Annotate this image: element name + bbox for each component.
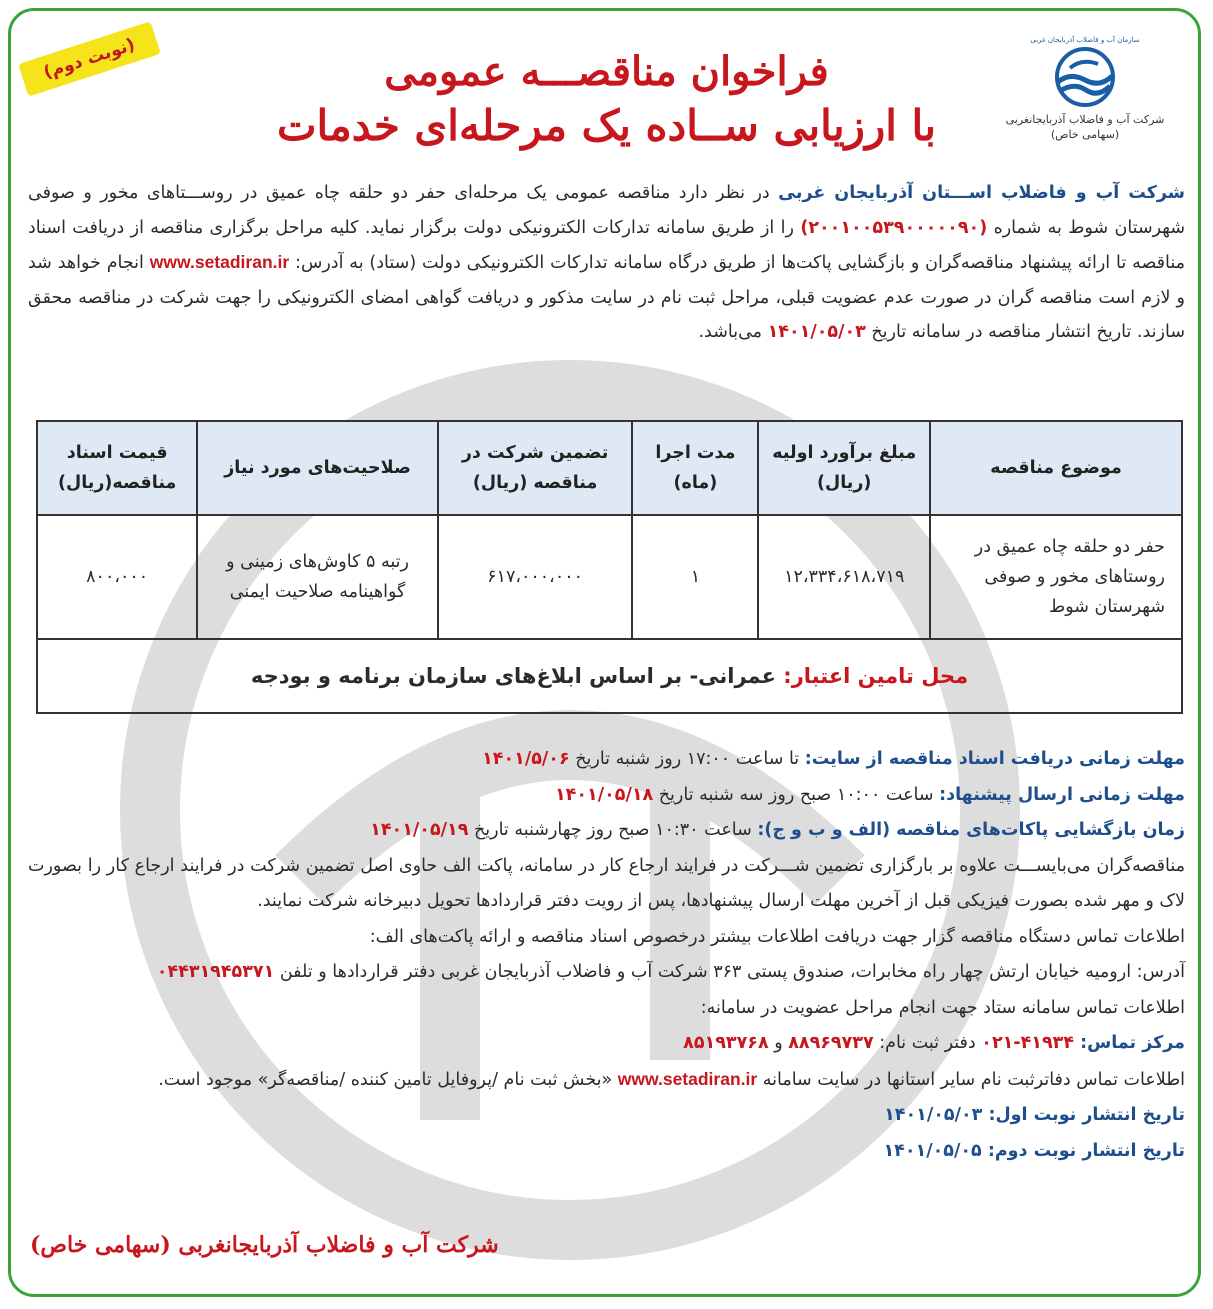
header-qualifications: صلاحیت‌های مورد نیاز	[197, 421, 437, 515]
docs-deadline-label: مهلت زمانی دریافت اسناد مناقصه از سایت:	[804, 749, 1185, 769]
funding-cell	[37, 639, 1182, 713]
header-doc-price: قیمت اسناد مناقصه(ریال)	[37, 421, 197, 515]
second-round-badge: (نوبت دوم)	[18, 21, 160, 96]
title-line-1: فراخوان مناقصـــه عمومی	[384, 48, 829, 95]
offer-deadline	[28, 778, 1185, 814]
setad-link[interactable]: www.setadiran.ir	[149, 252, 290, 272]
offer-deadline-text: ساعت ۱۰:۰۰ صبح روز سه شنبه تاریخ	[653, 784, 940, 805]
company-logo	[1005, 36, 1165, 142]
opening-time-text: ساعت ۱۰:۳۰ صبح روز چهارشنبه تاریخ	[468, 820, 758, 840]
cell-qualifications: رتبه ۵ کاوش‌های زمینی و گواهینامه صلاحیت ایمنی	[197, 515, 437, 639]
provinces-tail: «بخش ثبت نام /پروفایل تامین کننده /مناقصه‌گر» موجود است.	[158, 1069, 618, 1090]
first-publication	[28, 1098, 1185, 1134]
address-line	[28, 955, 1185, 991]
logo-company-name: شرکت آب و فاضلاب آذربایجانغربی	[1005, 113, 1165, 126]
tender-number: (۲۰۰۱۰۰۵۳۹۰۰۰۰۰۹۰)	[800, 217, 988, 238]
cell-estimate: ۱۲،۳۳۴،۶۱۸،۷۱۹	[758, 515, 930, 639]
call-center-line	[28, 1026, 1185, 1062]
opening-time-date: ۱۴۰۱/۰۵/۱۹	[370, 820, 469, 840]
call-center-phone: ۴۱۹۳۴-۰۲۱	[981, 1033, 1081, 1053]
provinces-text: اطلاعات تماس دفاترثبت نام سایر استانها در سایت سامانه	[757, 1069, 1185, 1090]
docs-deadline-text: تا ساعت ۱۷:۰۰ روز شنبه تاریخ	[569, 749, 805, 769]
details-section	[28, 742, 1185, 1169]
provinces-line	[28, 1062, 1185, 1099]
first-publication-date: ۱۴۰۱/۰۵/۰۳	[884, 1105, 989, 1125]
cell-guarantee: ۶۱۷،۰۰۰،۰۰۰	[438, 515, 633, 639]
intro-company: شرکت آب و فاضلاب اســـتان آذربایجان غربی	[778, 183, 1186, 203]
header-duration: مدت اجرا (ماه)	[632, 421, 758, 515]
header-estimate: مبلغ برآورد اولیه (ریال)	[758, 421, 930, 515]
office-and: و	[768, 1033, 789, 1053]
table-row	[37, 515, 1182, 639]
cell-duration: ۱	[632, 515, 758, 639]
footer-company-name: شرکت آب و فاضلاب آذربایجانغربی (سهامی خاص)	[30, 1232, 499, 1258]
intro-text-2: را از طریق سامانه تدارکات الکترونیکی دولت برگزار نماید. کلیه مراحل برگزاری مناقصه از دریافت اسناد مناقصه تا ارائه پیشنهاد مناقصه‌گران و بازگشایی پاکت‌ها از طریق درگاه سامانه تدارکات الکترونیکی دولت (ستاد) به آدرس:	[28, 217, 1185, 273]
intro-text-3: انجام خواهد شد و لازم است مناقصه گران در صورت عدم عضویت قبلی، مراحل ثبت نام در سایت مذکور و دریافت گواهی امضای الکترونیکی را جهت شرکت در مناقصه محقق سازند. تاریخ انتشار مناقصه در سامانه تاریخ	[28, 253, 1185, 342]
cell-doc-price: ۸۰۰،۰۰۰	[37, 515, 197, 639]
funding-label: محل تامین اعتبار:	[783, 664, 969, 688]
tender-table	[36, 420, 1183, 714]
logo-company-type: (سهامی خاص)	[1050, 128, 1120, 141]
title-line-2: با ارزیابی ســاده یک مرحله‌ای خدمات	[276, 101, 937, 150]
office-phone-2: ۸۵۱۹۳۷۶۸	[683, 1033, 769, 1053]
page-title	[230, 46, 983, 154]
header-guarantee: تضمین شرکت در مناقصه (ریال)	[438, 421, 633, 515]
intro-text-1: در نظر دارد مناقصه عمومی یک مرحله‌ای حفر دو حلقه چاه عمیق در روســـتاهای مخور و صوفی شهرستان شوط به شماره	[28, 183, 1185, 238]
contact-intro: اطلاعات تماس دستگاه مناقصه گزار جهت دریافت اطلاعات بیشتر درخصوص اسناد مناقصه و ارائه پاکت‌های الف:	[369, 926, 1185, 947]
office-text: دفتر ثبت نام:	[873, 1033, 982, 1053]
phone-number: ۰۴۴۳۱۹۴۵۳۷۱	[156, 962, 275, 982]
address-text: آدرس: ارومیه خیابان ارتش چهار راه مخابرات، صندوق پستی ۳۶۳ شرکت آب و فاضلاب آذربایجان غربی دفتر قراردادها و تلفن	[274, 962, 1185, 982]
offer-deadline-label: مهلت زمانی ارسال پیشنهاد:	[939, 784, 1185, 805]
call-center-label: مرکز تماس:	[1080, 1033, 1185, 1053]
opening-time-label: زمان بازگشایی پاکات‌های مناقصه (الف و ب و ج):	[757, 820, 1185, 840]
docs-deadline	[28, 742, 1185, 778]
header-subject: موضوع مناقصه	[930, 421, 1182, 515]
logo-tiny-text: سازمان آب و فاضلاب آذربایجان غربی	[1030, 36, 1140, 44]
second-publication	[28, 1134, 1185, 1170]
second-publication-date: ۱۴۰۱/۰۵/۰۵	[883, 1140, 988, 1161]
provinces-link[interactable]: www.setadiran.ir	[617, 1068, 758, 1089]
funding-row	[37, 639, 1182, 713]
guarantee-note: مناقصه‌گران می‌بایســـت علاوه بر بارگزاری تضمین شـــرکت در فرایند ارجاع کار در سامانه، پاکت الف حاوی اصل تضمین شرکت در فرایند ارجاع کار را بصورت لاک و مهر شده بصورت فیزیکی قبل از آخرین مهلت ارسال پیشنهادها، پس از رویت دفتر قراردادها تحویل دبیرخانه شرکت نمایند.	[28, 855, 1185, 911]
cell-subject: حفر دو حلقه چاه عمیق در روستاهای مخور و صوفی شهرستان شوط	[930, 515, 1182, 639]
setad-contact-intro: اطلاعات تماس سامانه ستاد جهت انجام مراحل عضویت در سامانه:	[700, 997, 1185, 1018]
publish-date: ۱۴۰۱/۰۵/۰۳	[767, 322, 866, 342]
opening-time	[28, 813, 1185, 849]
funding-value: عمرانی- بر اساس ابلاغ‌های سازمان برنامه و بودجه	[250, 664, 784, 688]
second-publication-label: تاریخ انتشار نوبت دوم:	[987, 1140, 1185, 1161]
table-header-row	[37, 421, 1182, 515]
first-publication-label: تاریخ انتشار نوبت اول:	[988, 1105, 1185, 1125]
water-drop-logo-icon	[1050, 46, 1120, 108]
offer-deadline-date: ۱۴۰۱/۰۵/۱۸	[554, 784, 654, 805]
docs-deadline-date: ۱۴۰۱/۵/۰۶	[482, 749, 570, 769]
intro-paragraph	[28, 176, 1185, 350]
office-phone-1: ۸۸۹۶۹۷۳۷	[788, 1033, 874, 1053]
intro-text-4: می‌باشد.	[698, 322, 768, 342]
